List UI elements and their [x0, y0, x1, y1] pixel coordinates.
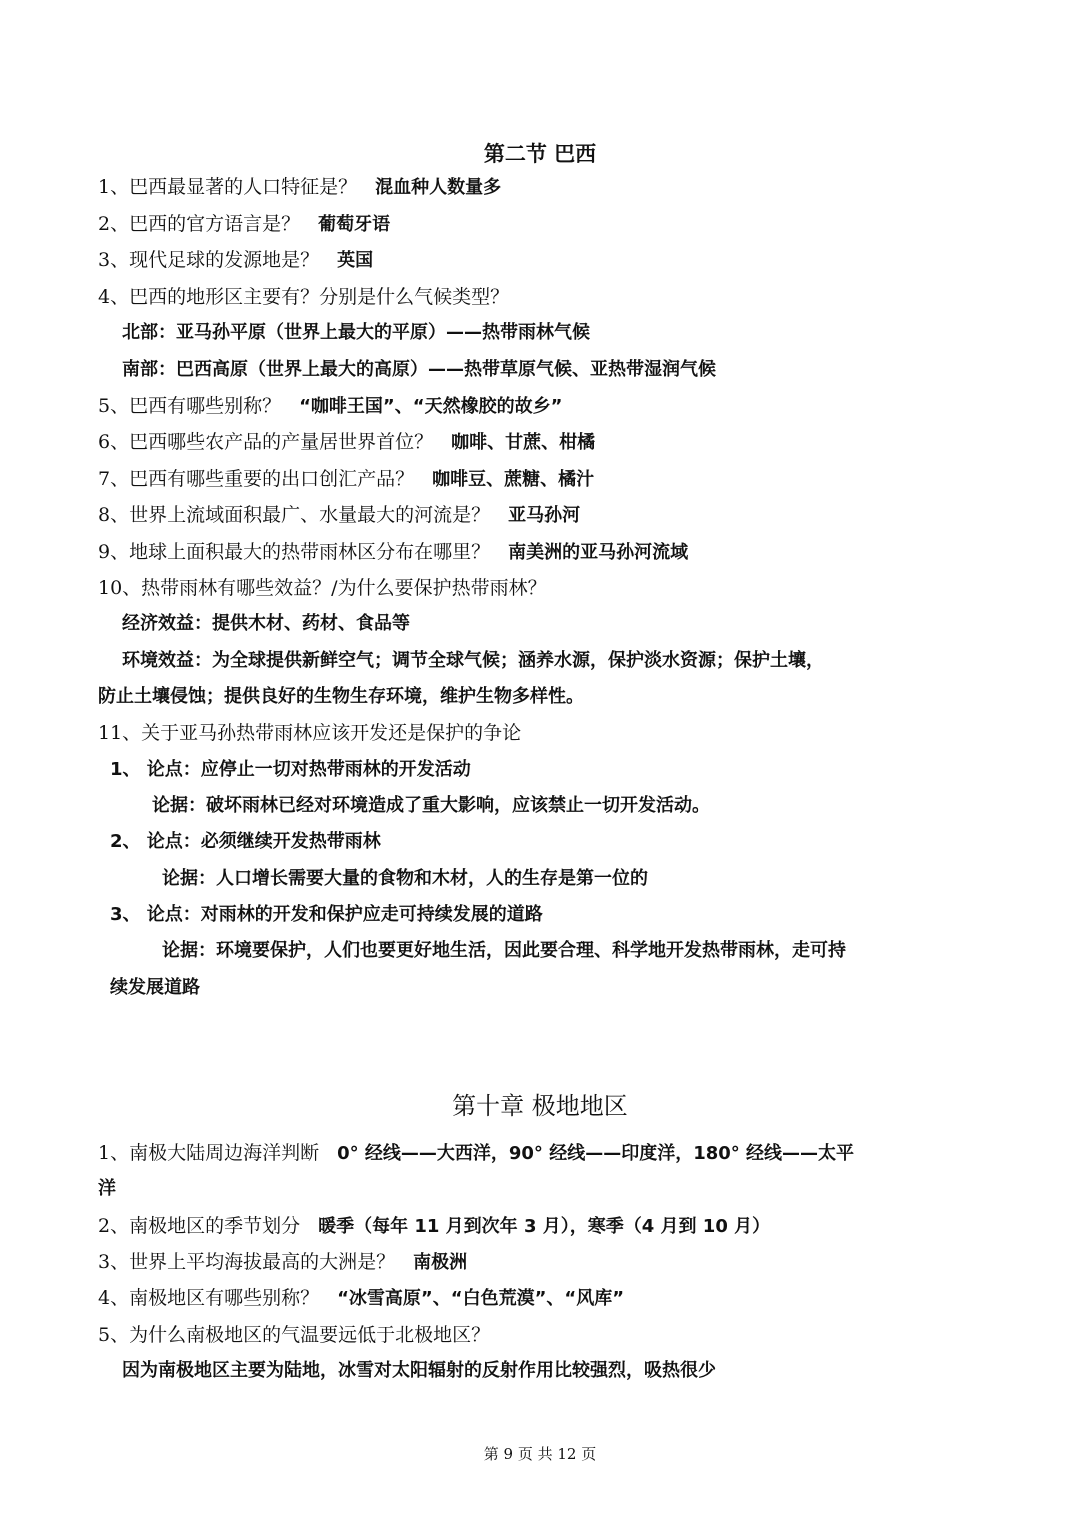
- answer-text: 南极洲: [413, 1252, 468, 1273]
- brazil-q11: 11、关于亚马孙热带雨林应该开发还是保护的争论: [98, 722, 522, 744]
- question-text: 7、巴西有哪些重要的出口创汇产品？: [98, 468, 415, 490]
- answer-text: 葡萄牙语: [318, 214, 391, 235]
- brazil-q4-answer-north: 北部：亚马孙平原（世界上最大的平原）——热带雨林气候: [122, 322, 590, 343]
- question-text: 3、现代足球的发源地是？: [98, 249, 320, 271]
- question-text: 2、巴西的官方语言是？: [98, 213, 301, 235]
- brazil-q4-answer-south: 南部：巴西高原（世界上最大的高原）——热带草原气候、亚热带湿润气候: [122, 359, 716, 380]
- brazil-q8: [98, 500, 580, 531]
- brazil-q10-environment-cont: 防止土壤侵蚀；提供良好的生物生存环境，维护生物多样性。: [98, 686, 584, 707]
- brazil-q10: 10、热带雨林有哪些效益？/为什么要保护热带雨林？: [98, 577, 547, 599]
- answer-text: 暖季（每年 11 月到次年 3 月），寒季（4 月到 10 月）: [318, 1216, 771, 1237]
- polar-q2: [98, 1211, 770, 1242]
- question-text: 2、南极地区的季节划分: [98, 1215, 301, 1237]
- brazil-q6: [98, 427, 595, 458]
- argument-2: 2、 论点：必须继续开发热带雨林: [110, 831, 381, 852]
- answer-text: 咖啡、甘蔗、柑橘: [451, 432, 596, 453]
- answer-text: 英国: [337, 250, 374, 271]
- evidence-3-cont: 续发展道路: [110, 977, 200, 998]
- evidence-3: 论据：环境要保护，人们也要更好地生活，因此要合理、科学地开发热带雨林，走可持: [162, 940, 846, 961]
- brazil-q9: [98, 537, 688, 568]
- question-text: 9、地球上面积最大的热带雨林区分布在哪里？: [98, 541, 491, 563]
- answer-text: 混血种人数量多: [375, 177, 502, 198]
- section-title: 第二节 巴西: [483, 141, 597, 166]
- answer-text: “咖啡王国”、“天然橡胶的故乡”: [299, 396, 563, 417]
- polar-q1-cont: 洋: [98, 1178, 116, 1199]
- brazil-q2: [98, 209, 390, 240]
- argument-3: 3、 论点：对雨林的开发和保护应走可持续发展的道路: [110, 904, 543, 925]
- question-text: 1、南极大陆周边海洋判断: [98, 1142, 320, 1164]
- brazil-q7: [98, 464, 594, 495]
- brazil-q1: [98, 172, 501, 203]
- polar-q4: [98, 1283, 624, 1314]
- brazil-q5: [98, 391, 562, 422]
- question-text: 6、巴西哪些农产品的产量居世界首位？: [98, 431, 434, 453]
- evidence-1: 论据：破坏雨林已经对环境造成了重大影响，应该禁止一切开发活动。: [152, 795, 710, 816]
- polar-q3: [98, 1247, 467, 1278]
- question-text: 5、巴西有哪些别称？: [98, 395, 282, 417]
- brazil-q4: 4、巴西的地形区主要有？分别是什么气候类型？: [98, 286, 510, 308]
- argument-1: 1、 论点：应停止一切对热带雨林的开发活动: [110, 759, 471, 780]
- answer-text: 南美洲的亚马孙河流域: [508, 542, 689, 563]
- page-footer: 第 9 页 共 12 页: [483, 1445, 597, 1463]
- question-text: 8、世界上流域面积最广、水量最大的河流是？: [98, 504, 491, 526]
- question-text: 3、世界上平均海拔最高的大洲是？: [98, 1251, 396, 1273]
- brazil-q10-environment: 环境效益：为全球提供新鲜空气；调节全球气候；涵养水源，保护淡水资源；保护土壤，: [122, 650, 824, 671]
- answer-text: 咖啡豆、蔗糖、橘汁: [432, 469, 595, 490]
- chapter-title: 第十章 极地地区: [452, 1092, 628, 1120]
- polar-q5: 5、为什么南极地区的气温要远低于北极地区？: [98, 1324, 491, 1346]
- polar-q1: [98, 1138, 854, 1169]
- question-text: 4、南极地区有哪些别称？: [98, 1287, 320, 1309]
- brazil-q10-economic: 经济效益：提供木材、药材、食品等: [122, 613, 410, 634]
- question-text: 1、巴西最显著的人口特征是？: [98, 176, 358, 198]
- answer-text: “冰雪高原”、“白色荒漠”、“风库”: [337, 1288, 625, 1309]
- answer-text: 0° 经线——大西洋，90° 经线——印度洋，180° 经线——太平: [337, 1143, 855, 1164]
- answer-text: 亚马孙河: [508, 505, 581, 526]
- evidence-2: 论据：人口增长需要大量的食物和木材，人的生存是第一位的: [162, 868, 648, 889]
- brazil-q3: [98, 245, 373, 276]
- polar-q5-answer: 因为南极地区主要为陆地，冰雪对太阳辐射的反射作用比较强烈，吸热很少: [122, 1360, 716, 1381]
